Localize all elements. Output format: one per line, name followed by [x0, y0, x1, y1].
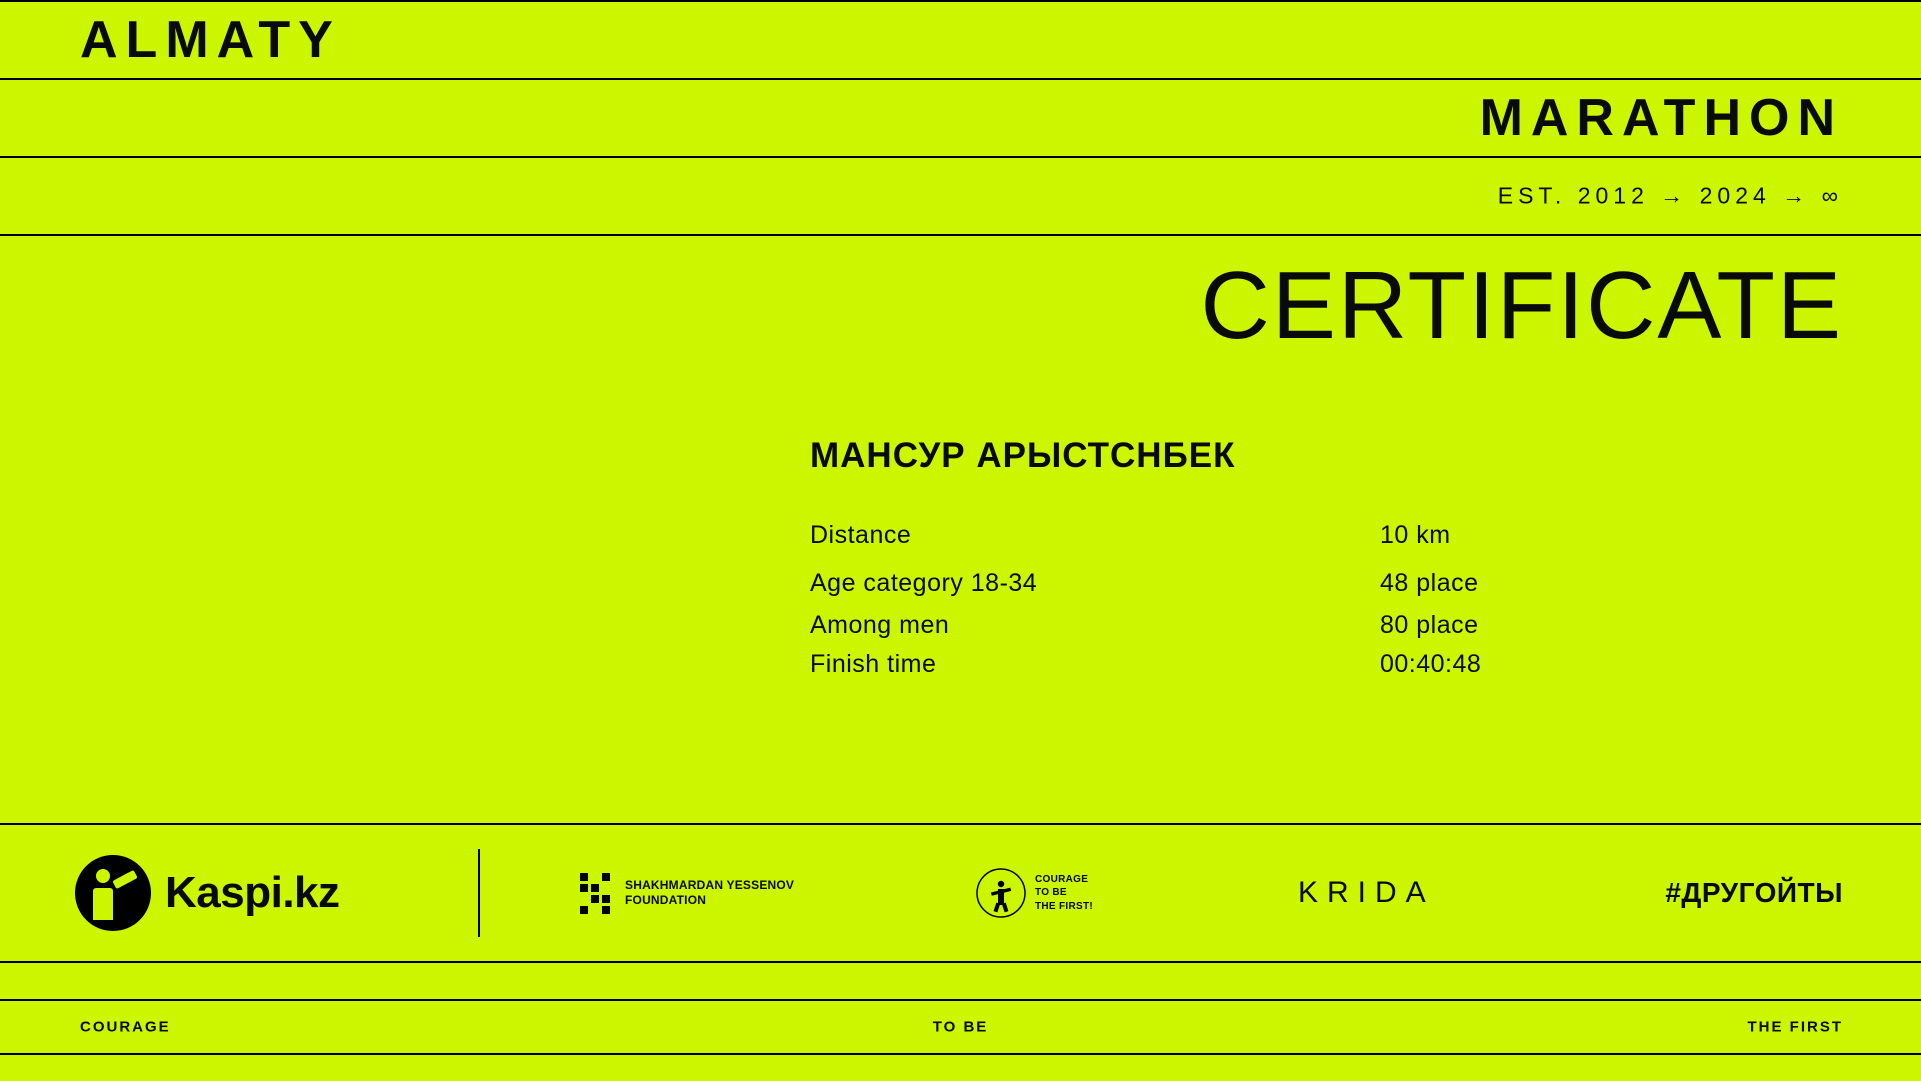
sponsor-krida: KRIDA	[1298, 876, 1435, 909]
header-band-marathon	[0, 80, 1921, 156]
stat-label: Finish time	[810, 650, 937, 678]
page-title: CERTIFICATE	[1200, 252, 1843, 359]
courage-fund-icon	[975, 867, 1027, 919]
stat-label: Among men	[810, 611, 950, 639]
kaspi-wordmark: Kaspi.kz	[165, 868, 340, 917]
sponsor-courage-fund	[975, 867, 1093, 919]
footer-left: COURAGE	[80, 1018, 171, 1036]
courage-fund-wordmark	[1035, 873, 1093, 914]
table-row	[810, 611, 1530, 640]
sponsor-kaspi	[75, 855, 340, 931]
yessenov-logo-icon	[580, 873, 614, 913]
stat-label: Age category 18-34	[810, 569, 1038, 597]
courage-line-2: TO BE	[1035, 887, 1067, 899]
yessenov-line-2: FOUNDATION	[625, 893, 707, 907]
bottom-spacer	[0, 1055, 1921, 1081]
brand-marathon: MARATHON	[1479, 89, 1843, 147]
yessenov-wordmark	[625, 878, 794, 908]
sponsor-hashtag: #ДРУГОЙТЫ	[1665, 877, 1843, 908]
table-row	[810, 569, 1530, 598]
footer-bar	[0, 1001, 1921, 1053]
footer-center: TO BE	[932, 1018, 989, 1036]
established-text: EST. 2012 → 2024 → ∞	[1497, 182, 1843, 209]
stat-value: 10 km	[1380, 521, 1451, 549]
yessenov-line-1: SHAKHMARDAN YESSENOV	[625, 878, 795, 892]
sponsor-divider	[478, 849, 480, 937]
certificate-body	[0, 236, 1921, 823]
sponsor-yessenov	[580, 873, 794, 913]
kaspi-logo-icon	[75, 855, 151, 931]
sponsor-bar	[0, 825, 1921, 961]
kaspi-arm-shape	[112, 870, 137, 889]
courage-line-1: COURAGE	[1035, 873, 1089, 885]
results-table	[810, 521, 1530, 691]
footer-spacer	[0, 963, 1921, 999]
table-row	[810, 650, 1530, 679]
table-row	[810, 521, 1530, 550]
stat-value: 00:40:48	[1380, 650, 1482, 678]
courage-line-3: THE FIRST!	[1035, 900, 1093, 912]
athlete-name: МАНСУР АРЫСТСНБЕК	[810, 436, 1236, 475]
brand-almaty: ALMATY	[80, 11, 341, 69]
stat-value: 48 place	[1380, 569, 1479, 597]
stat-label: Distance	[810, 521, 912, 549]
header-band-established	[0, 158, 1921, 234]
footer-right: THE FIRST	[1747, 1018, 1843, 1036]
stat-value: 80 place	[1380, 611, 1479, 639]
header-band-almaty	[0, 2, 1921, 78]
